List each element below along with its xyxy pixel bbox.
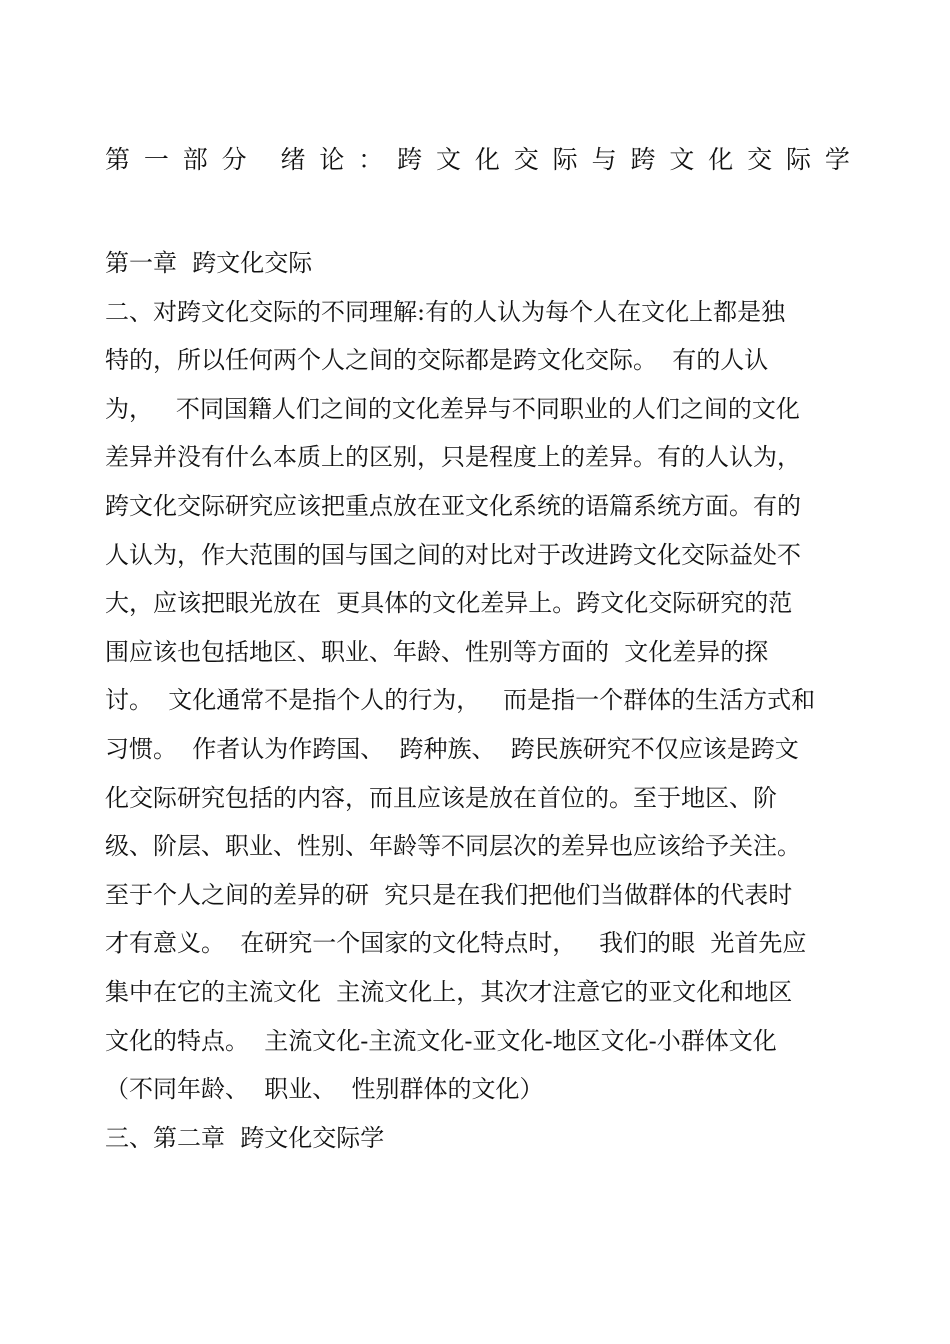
part-title-char: 一 (143, 145, 169, 174)
part-title (105, 140, 850, 180)
section-three-heading: 三、第二章 跨文化交际学 (105, 1123, 385, 1152)
paragraph-line: 文化的特点。 主流文化-主流文化-亚文化-地区文化-小群体文化 (105, 1026, 777, 1055)
part-title-char: 文 (436, 145, 462, 174)
part-title-char: 部 (182, 145, 208, 174)
paragraph-line: 至于个人之间的差异的研 究只是在我们把他们当做群体的代表时 (105, 880, 793, 909)
paragraph-line: 集中在它的主流文化 主流文化上，其次才注意它的亚文化和地区 (105, 977, 793, 1006)
paragraph-line: 跨文化交际研究应该把重点放在亚文化系统的语篇系统方面。有的 (105, 491, 801, 520)
part-title-char: 学 (824, 145, 850, 174)
paragraph-line: 习惯。 作者认为作跨国、 跨种族、 跨民族研究不仅应该是跨文 (105, 734, 799, 763)
part-title-char: 交 (747, 145, 773, 174)
paragraph-line: 才有意义。 在研究一个国家的文化特点时， 我们的眼 光首先应 (105, 929, 807, 958)
part-title-char: 第 (105, 145, 131, 174)
part-title-char: 际 (786, 145, 812, 174)
paragraph-line: （不同年龄、 职业、 性别群体的文化） (105, 1075, 544, 1104)
paragraph-line: 讨。 文化通常不是指个人的行为， 而是指一个群体的生活方式和 (105, 686, 816, 715)
part-title-char: 化 (474, 145, 500, 174)
part-title-char: 论 (319, 145, 345, 174)
part-title-char: ： (358, 145, 384, 174)
paragraph-line: 差异并没有什么本质上的区别，只是程度上的差异。有的人认为， (105, 443, 801, 472)
part-title-char: 跨 (397, 145, 423, 174)
paragraph-line: 人认为，作大范围的国与国之间的对比对于改进跨文化交际益处不 (105, 540, 801, 569)
part-title-char: 跨 (630, 145, 656, 174)
part-title-char: 化 (708, 145, 734, 174)
paragraph-line: 级、阶层、职业、性别、年龄等不同层次的差异也应该给予关注。 (105, 832, 801, 861)
paragraph-line: 大，应该把眼光放在 更具体的文化差异上。跨文化交际研究的范 (105, 589, 793, 618)
part-title-char: 交 (513, 145, 539, 174)
part-title-char: 分 (221, 145, 247, 174)
paragraph-line: 化交际研究包括的内容，而且应该是放在首位的。至于地区、阶 (105, 783, 777, 812)
part-title-char: 文 (669, 145, 695, 174)
paragraph-line: 为， 不同国籍人们之间的文化差异与不同职业的人们之间的文化 (105, 394, 800, 423)
part-title-gap (261, 140, 267, 180)
paragraph-line: 特的，所以任何两个人之间的交际都是跨文化交际。 有的人认 (105, 346, 769, 375)
body-text (105, 239, 850, 1162)
part-title-char: 际 (552, 145, 578, 174)
chapter-heading: 第一章 跨文化交际 (105, 249, 313, 277)
part-title-char: 绪 (280, 145, 306, 174)
paragraph-line: 二、对跨文化交际的不同理解:有的人认为每个人在文化上都是独 (105, 297, 786, 326)
part-title-char: 与 (591, 145, 617, 174)
paragraph-line: 围应该也包括地区、职业、年龄、性别等方面的 文化差异的探 (105, 637, 769, 666)
